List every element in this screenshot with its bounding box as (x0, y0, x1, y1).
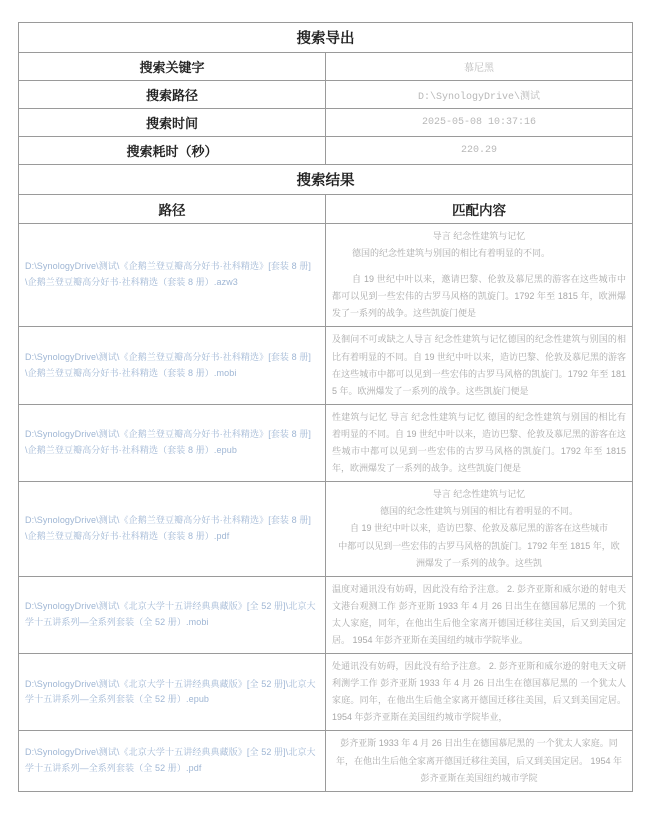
result-match (326, 482, 633, 576)
column-header-match: 匹配内容 (326, 195, 633, 224)
meta-label-time: 搜索时间 (19, 109, 326, 137)
result-path[interactable]: D:\SynologyDrive\测试\《企鹅兰登豆瓣高分好书·社科精选》[套装 8 册]\企鹅兰登豆瓣高分好书·社科精选（套装 8 册）.pdf (19, 482, 326, 576)
meta-row-time (19, 109, 633, 137)
match-line: 导言 纪念性建筑与记忆 (432, 231, 526, 241)
match-line: 处通讯没有妨碍，因此没有给予注意。 2. 彭齐亚斯和威尔逊的射电天文研利测学工作 彭齐亚斯 1933 年 4 月 26 日出生在德国慕尼黑的 一个犹太人家庭。同年，在他出生后他全家离开德国迁移往美国，后又到美国定居。 1954 年彭齐亚斯在美国纽约城市学院毕业， (332, 661, 626, 723)
match-line: 彭齐亚斯在美国纽约城市学院 (420, 772, 538, 783)
table-row (19, 576, 633, 653)
table-row (19, 224, 633, 327)
meta-label-path: 搜索路径 (19, 81, 326, 109)
table-row (19, 654, 633, 731)
match-line: 德国的纪念性建筑与别国的相比有着明显的不同。 (352, 248, 551, 259)
result-path[interactable]: D:\SynologyDrive\测试\《北京大学十五讲经典典藏版》[全 52 册]\北京大学十五讲系列—全系列套装（全 52 册）.pdf (19, 731, 326, 791)
results-rows (19, 224, 633, 792)
column-header-path: 路径 (19, 195, 326, 224)
meta-label-keyword: 搜索关键字 (19, 53, 326, 81)
match-line: 自 19 世纪中叶以来，邀请巴黎、伦敦及慕尼黑的游客在这些城市中都可以见到一些宏伟的古罗马风格的凯旋门。1792 年至 1815 年，欧洲爆发了一系列的战争。这些凯旋门便是 (332, 274, 626, 319)
meta-label-elapsed: 搜索耗时（秒） (19, 137, 326, 165)
result-path[interactable]: D:\SynologyDrive\测试\《企鹅兰登豆瓣高分好书·社科精选》[套装 8 册]\企鹅兰登豆瓣高分好书·社科精选（套装 8 册）.mobi (19, 327, 326, 404)
match-line: 德国的纪念性建筑与别国的相比有着明显的不同。 (379, 506, 578, 517)
match-line: 彭齐亚斯 1933 年 4 月 26 日出生在德国慕尼黑的 一个犹太人家庭。同 (340, 738, 618, 749)
export-table (18, 22, 633, 792)
result-match (326, 327, 633, 404)
table-row (19, 327, 633, 404)
table-row (19, 731, 633, 791)
meta-value-time: 2025-05-08 10:37:16 (326, 109, 633, 137)
match-line: 温度对通讯没有妨碍，因此没有给予注意。 2. 彭齐亚斯和威尔逊的射电天文港台观测工作 彭齐亚斯 1933 年 4 月 26 日出生在德国慕尼黑的 一个犹太人家庭，同年，在他出生后他全家离开德国迁移往美国，后又到美国定居。 1954 年彭齐亚斯在美国纽约城市学院毕业。 (332, 583, 626, 645)
table-row (19, 404, 633, 481)
meta-row-elapsed (19, 137, 633, 165)
match-line: 洲爆发了一系列的战争。这些凯 (415, 557, 542, 568)
meta-row-keyword (19, 53, 633, 81)
result-path[interactable]: D:\SynologyDrive\测试\《企鹅兰登豆瓣高分好书·社科精选》[套装 8 册]\企鹅兰登豆瓣高分好书·社科精选（套装 8 册）.azw3 (19, 224, 326, 327)
result-match (326, 224, 633, 327)
result-path[interactable]: D:\SynologyDrive\测试\《北京大学十五讲经典典藏版》[全 52 册]\北京大学十五讲系列—全系列套装（全 52 册）.epub (19, 654, 326, 731)
meta-value-keyword: 慕尼黑 (326, 53, 633, 81)
export-table-body (19, 23, 633, 224)
export-title-row (19, 23, 633, 53)
meta-value-elapsed: 220.29 (326, 137, 633, 165)
result-path[interactable]: D:\SynologyDrive\测试\《北京大学十五讲经典典藏版》[全 52 册]\北京大学十五讲系列—全系列套装（全 52 册）.mobi (19, 576, 326, 653)
match-spacer (332, 262, 626, 271)
match-line: 及徊问不可或缺之人导言 纪念性建筑与记忆德国的纪念性建筑与别国的相比有着明显的不同。自 19 世纪中叶以来，造访巴黎、伦敦及慕尼黑的游客在这些城市中都可以见到一些宏伟的古罗马风格的凯旋门。1792 年至 1815 年。欧洲爆发了一系列的战争。这些凯旋门便是 (332, 334, 627, 396)
match-line: 年，在他出生后他全家离开德国迁移往美国，后又到美国定居。 1954 年 (335, 755, 623, 766)
match-line: 自 19 世纪中叶以来，造访巴黎、伦敦及慕尼黑的游客在这些城市 (349, 523, 608, 534)
export-title: 搜索导出 (19, 23, 633, 53)
results-title: 搜索结果 (19, 165, 633, 195)
meta-row-path (19, 81, 633, 109)
match-line: 性建筑与记忆 导言 纪念性建筑与记忆 德国的纪念性建筑与别国的相比有着明显的不同。自 19 世纪中叶以来，造访巴黎、伦敦及慕尼黑的游客在这些城市中都可以见到一些宏伟的古罗马风格的凯旋门。1792 年至 1815 年，欧洲爆发了一系列的战争。这些凯旋门便是 (332, 411, 627, 474)
meta-value-path: D:\SynologyDrive\测试 (326, 81, 633, 109)
match-line: 导言 纪念性建筑与记忆 (432, 489, 526, 500)
result-match (326, 731, 633, 791)
table-row (19, 482, 633, 576)
match-line: 中都可以见到一些宏伟的古罗马风格的凯旋门。1792 年至 1815 年，欧 (338, 540, 620, 551)
results-header-row (19, 195, 633, 224)
result-match (326, 404, 633, 481)
result-match (326, 576, 633, 653)
results-title-row (19, 165, 633, 195)
result-match (326, 654, 633, 731)
result-path[interactable]: D:\SynologyDrive\测试\《企鹅兰登豆瓣高分好书·社科精选》[套装 8 册]\企鹅兰登豆瓣高分好书·社科精选（套装 8 册）.epub (19, 404, 326, 481)
